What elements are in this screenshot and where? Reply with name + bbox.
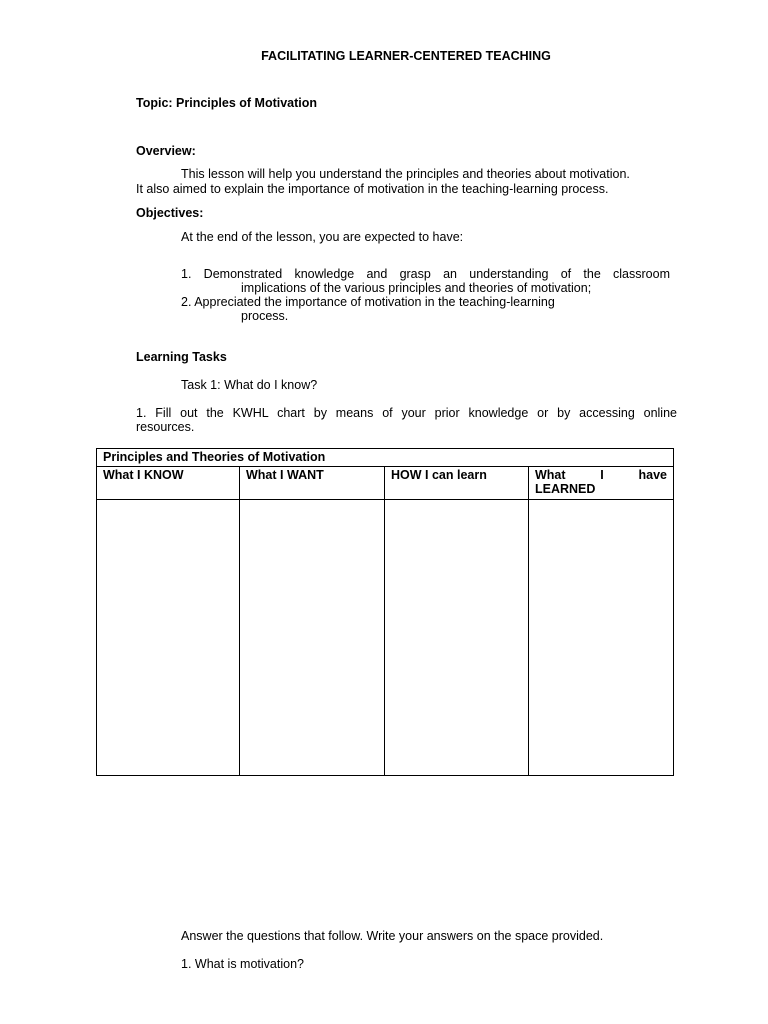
objective-item-1-line1: 1. Demonstrated knowledge and grasp an understanding of the classroom — [181, 267, 670, 281]
kwhl-column-want: What I WANT — [240, 467, 385, 500]
overview-text-line1: This lesson will help you understand the principles and theories about motivation. — [181, 167, 630, 181]
learning-tasks-heading: Learning Tasks — [136, 350, 227, 364]
kwhl-title-row — [97, 449, 674, 467]
kwhl-answer-learned[interactable] — [529, 500, 674, 776]
kwhl-column-know: What I KNOW — [97, 467, 240, 500]
kwhl-answer-know[interactable] — [97, 500, 240, 776]
kwhl-column-how: HOW I can learn — [385, 467, 529, 500]
kwhl-title: Principles and Theories of Motivation — [97, 449, 674, 467]
task-1-label: Task 1: What do I know? — [181, 378, 318, 392]
task-instruction-line1: 1. Fill out the KWHL chart by means of your prior knowledge or by accessing online — [136, 406, 677, 420]
kwhl-answer-row — [97, 500, 674, 776]
objective-item-2-line1: 2. Appreciated the importance of motivation in the teaching-learning — [181, 295, 555, 309]
task-instruction-line2: resources. — [136, 420, 195, 434]
questions-intro: Answer the questions that follow. Write your answers on the space provided. — [181, 929, 604, 943]
objective-item-2-line2: process. — [241, 309, 289, 323]
kwhl-answer-want[interactable] — [240, 500, 385, 776]
kwhl-answer-how[interactable] — [385, 500, 529, 776]
objectives-intro: At the end of the lesson, you are expected to have: — [181, 230, 464, 244]
document-title: FACILITATING LEARNER-CENTERED TEACHING — [261, 49, 551, 63]
kwhl-column-learned-line1: What I have — [535, 468, 668, 482]
overview-heading: Overview: — [136, 144, 196, 158]
objectives-heading: Objectives: — [136, 206, 204, 220]
topic-heading: Topic: Principles of Motivation — [136, 96, 318, 110]
kwhl-column-learned — [529, 467, 674, 500]
kwhl-column-learned-line2: LEARNED — [535, 482, 596, 496]
overview-text-line2: It also aimed to explain the importance of motivation in the teaching-learning process. — [136, 182, 609, 196]
question-1: 1. What is motivation? — [181, 957, 304, 971]
objective-item-1-line2: implications of the various principles and theories of motivation; — [241, 281, 592, 295]
kwhl-header-row — [97, 467, 674, 500]
kwhl-chart — [96, 448, 674, 776]
